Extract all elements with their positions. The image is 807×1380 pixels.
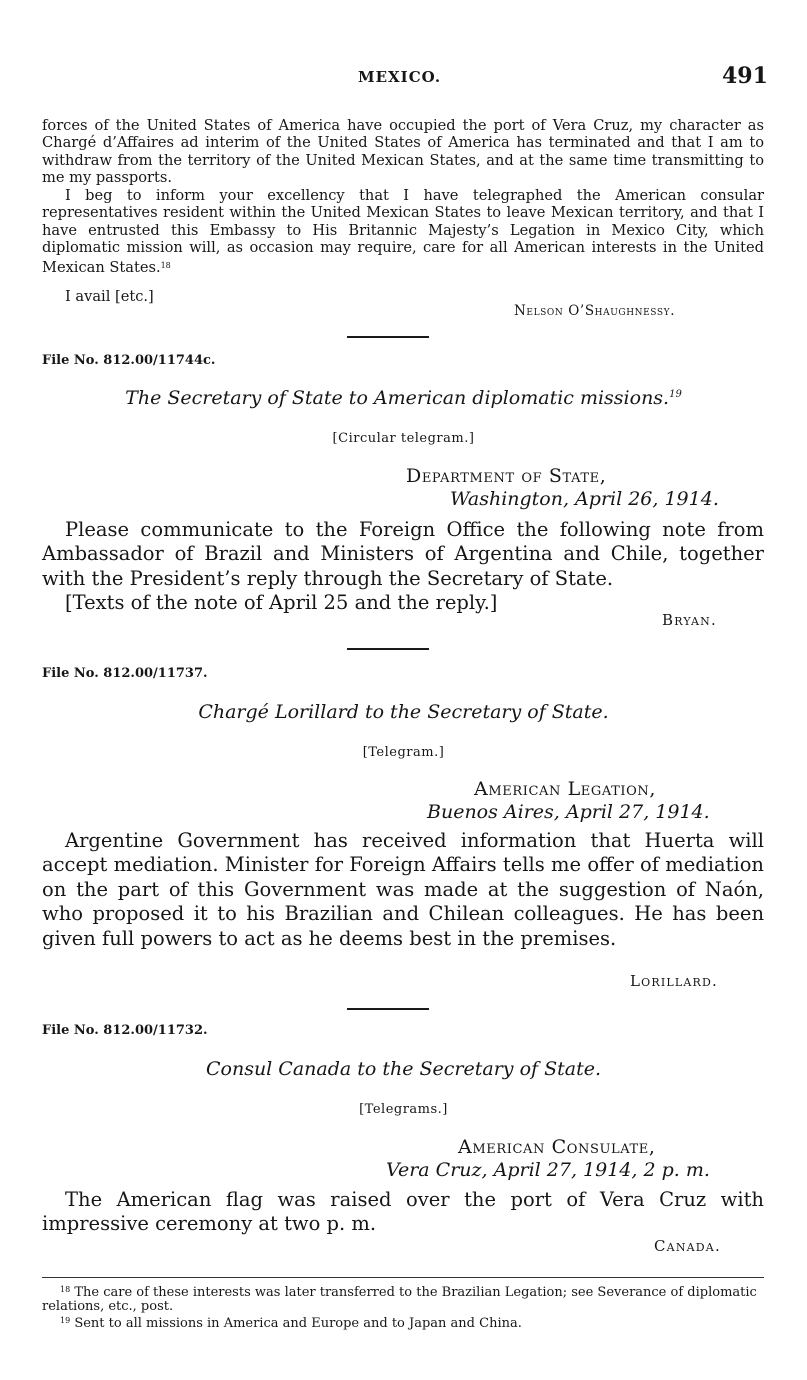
dateline-date: Buenos Aires, April 27, 1914. [427,801,710,823]
file-number: File No. 812.00/11732. [42,1023,208,1038]
footnote-rule [42,1277,764,1278]
telegram-note: [Telegram.] [362,745,445,760]
document-heading: Chargé Lorillard to the Secretary of State. [198,701,609,723]
telegram-note: [Circular telegram.] [332,431,475,446]
continuation-paragraph-2: I beg to inform your excellency that I have telegraphed the American consular representatives resident within the United Mexican States to leave Mexican territory, and that I have entrusted this Embassy to His Britannic Majesty’s Legation in Mexico City, which diplomatic mission will, as occasion may require, care for all American interests in the United Mexican States.$^{18}$ [42,187,764,276]
document-body: Please communicate to the Foreign Office the following note from Ambassador of Brazil and Ministers of Argentina and Chile, together with the President’s reply through the Secretary of State. [42,518,764,590]
page-number: 491 [722,63,768,89]
running-head-title: MEXICO. [358,68,442,86]
document-heading: Consul Canada to the Secretary of State. [205,1058,601,1080]
section-divider [347,336,429,338]
signature-lorillard: Lorillard. [630,972,719,990]
section-divider [347,648,429,650]
telegram-note: [Telegrams.] [359,1102,448,1117]
footnote-19: $^{19}$ Sent to all missions in America and Europe and to Japan and China. [60,1316,522,1331]
file-number: File No. 812.00/11744c. [42,353,216,368]
footnote-18: $^{18}$ The care of these interests was later transferred to the Brazilian Legation; see Severance of diplomatic relations, etc., post. [42,1285,757,1314]
footnotes [42,1283,764,1331]
document-heading: The Secretary of State to American diplomatic missions.$^{19}$ [125,387,682,409]
dateline-date: Washington, April 26, 1914. [450,488,719,510]
file-number: File No. 812.00/11737. [42,666,208,681]
section-divider [347,1008,429,1010]
document-body-bracket: [Texts of the note of April 25 and the reply.] [65,591,498,614]
footnote-ref-19[interactable]: 19 [669,389,682,400]
dateline-date: Vera Cruz, April 27, 1914, 2 p. m. [386,1159,710,1181]
signature-oshaughnessy: Nelson O’Shaughnessy. [514,303,676,319]
running-head [0,63,807,90]
dateline-place: American Legation, [474,778,657,800]
document-body: The American flag was raised over the port of Vera Cruz with impressive ceremony at two p. m. [42,1188,764,1236]
document-body: Argentine Government has received information that Huerta will accept mediation. Minister for Foreign Affairs tells me offer of mediation on the part of this Government was made at the suggestion of Naón, who proposed it to his Brazilian and Chilean colleagues. He has been given full powers to act as he deems best in the premises. [42,829,764,950]
footnote-ref-18[interactable]: 18 [160,260,171,270]
closing-text: I avail [etc.] [65,288,154,305]
signature-canada: Canada. [654,1237,721,1255]
continuation-paragraph-1: forces of the United States of America have occupied the port of Vera Cruz, my character as Chargé d’Affaires ad interim of the United States of America has terminated and that I am to withdraw from the territory of the United Mexican States, and at the same time transmitting to me my passports. [42,117,764,187]
dateline-place: Department of State, [406,465,607,487]
dateline-place: American Consulate, [458,1136,656,1158]
signature-bryan: Bryan. [662,611,717,629]
